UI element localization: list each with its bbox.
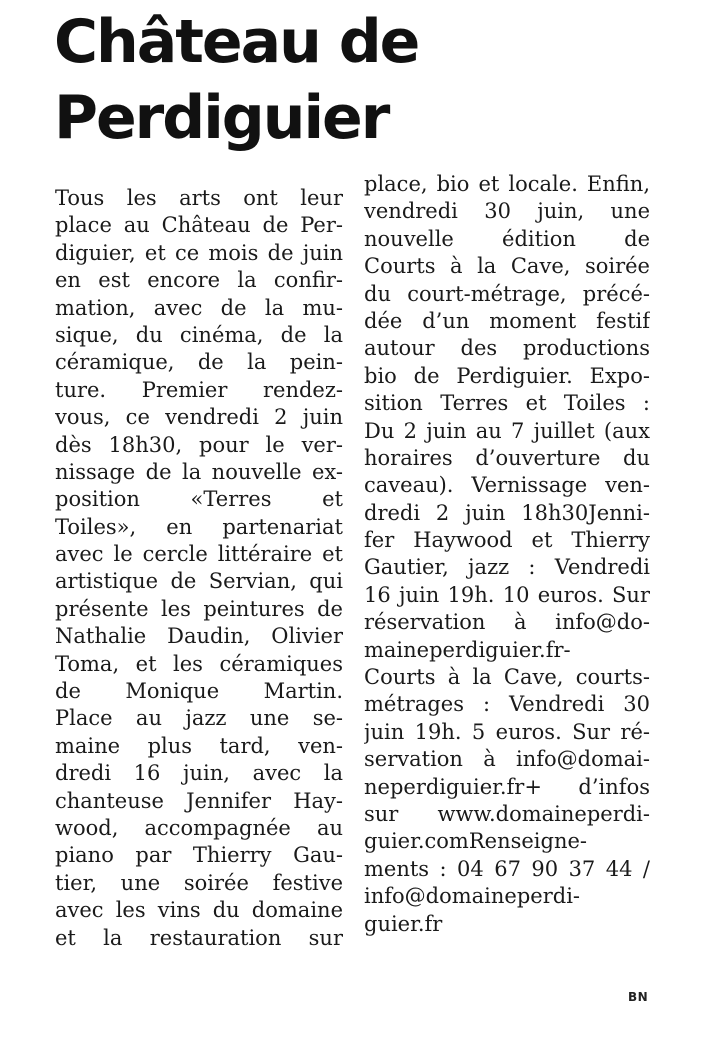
article-text-line-left: vous, ce vendredi 2 juin <box>55 405 343 430</box>
article-text-line-left: diguier, et ce mois de juin <box>55 240 343 265</box>
article-text-line-right: fer Haywood et Thierry <box>364 528 650 553</box>
article-column-left <box>55 185 343 952</box>
article-text-line-right: du court-métrage, précé- <box>364 281 650 306</box>
article-text-line-right: Courts à la Cave, courts- <box>364 665 650 690</box>
article-text-line-right: vendredi 30 juin, une <box>364 199 650 224</box>
article-text-line-right: bio de Perdiguier. Expo- <box>364 363 650 388</box>
article-text-line-right: guier.comRenseigne- <box>364 829 588 854</box>
article-text-line-left: en est encore la confir- <box>55 268 343 293</box>
article-text-line-right: caveau). Vernissage ven- <box>364 473 650 498</box>
article-title-line-2: Perdiguier <box>54 83 389 153</box>
article-text-line-left: mation, avec de la mu- <box>55 295 343 320</box>
article-text-line-left: chanteuse Jennifer Hay- <box>55 788 343 813</box>
article-text-line-right: sur www.domaineperdi- <box>364 801 650 826</box>
article-text-line-left: place au Château de Per- <box>55 213 343 238</box>
article-text-line-right: sition Terres et Toiles : <box>364 391 650 416</box>
article-text-line-right: nouvelle édition de <box>364 226 650 251</box>
article-text-line-left: dredi 16 juin, avec la <box>55 761 343 786</box>
article-text-line-left: ture. Premier rendez- <box>55 377 343 402</box>
article-text-line-right: dredi 2 juin 18h30Jenni- <box>364 500 650 525</box>
article-text-line-left: et la restauration sur <box>55 925 343 950</box>
article-text-line-right: horaires d’ouverture du <box>364 445 650 470</box>
article-text-line-left: Toma, et les céramiques <box>55 651 343 676</box>
article-text-line-right: dée d’un moment festif <box>364 308 650 333</box>
article-text-line-right: Gautier, jazz : Vendredi <box>364 555 650 580</box>
author-byline: BN <box>628 990 649 1004</box>
article-text-line-left: avec les vins du domaine <box>55 898 343 923</box>
article-column-right <box>364 172 650 938</box>
article-text-line-right: neperdiguier.fr+ d’infos <box>364 774 650 799</box>
article-text-line-left: tier, une soirée festive <box>55 870 343 895</box>
article-text-line-left: Nathalie Daudin, Olivier <box>55 624 343 649</box>
article-text-line-left: Tous les arts ont leur <box>55 186 343 210</box>
article-text-line-left: Place au jazz une se- <box>55 706 343 731</box>
article-text-line-right: Du 2 juin au 7 juillet (aux <box>364 418 650 443</box>
article-text-line-right: autour des productions <box>364 336 650 361</box>
article-text-line-left: présente les peintures de <box>55 596 343 621</box>
article-text-line-right: 16 juin 19h. 10 euros. Sur <box>364 582 650 607</box>
article-title <box>54 4 418 156</box>
article-text-line-left: sique, du cinéma, de la <box>55 322 343 347</box>
article-text-line-right: maineperdiguier.fr- <box>364 637 571 662</box>
article-text-line-right: réservation à info@do- <box>364 610 650 635</box>
article-text-line-left: position «Terres et <box>55 487 343 512</box>
article-text-line-left: Toiles», en partenariat <box>55 514 343 539</box>
article-text-line-right: ments : 04 67 90 37 44 / <box>364 856 650 881</box>
article-text-line-left: dès 18h30, pour le ver- <box>55 432 343 457</box>
article-text-line-right: métrages : Vendredi 30 <box>364 692 650 717</box>
article-text-line-left: maine plus tard, ven- <box>55 733 343 758</box>
article-text-line-right: servation à info@domai- <box>364 747 650 772</box>
article-text-line-left: nissage de la nouvelle ex- <box>55 459 343 484</box>
article-text-line-left: céramique, de la pein- <box>55 350 343 375</box>
article-text-line-left: de Monique Martin. <box>55 679 343 704</box>
article-text-line-right: place, bio et locale. Enfin, <box>364 172 650 196</box>
article-text-line-right: info@domaineperdi- <box>364 884 581 909</box>
article-text-line-left: avec le cercle littéraire et <box>55 542 343 567</box>
article-text-line-right: juin 19h. 5 euros. Sur ré- <box>364 719 650 744</box>
article-text-line-left: piano par Thierry Gau- <box>55 843 343 868</box>
article-title-line-1: Château de <box>54 7 419 77</box>
article-text-line-right: guier.fr <box>364 911 443 936</box>
article-text-line-right: Courts à la Cave, soirée <box>364 254 650 279</box>
article-text-line-left: artistique de Servian, qui <box>55 569 343 594</box>
article-text-line-left: wood, accompagnée au <box>55 815 343 840</box>
